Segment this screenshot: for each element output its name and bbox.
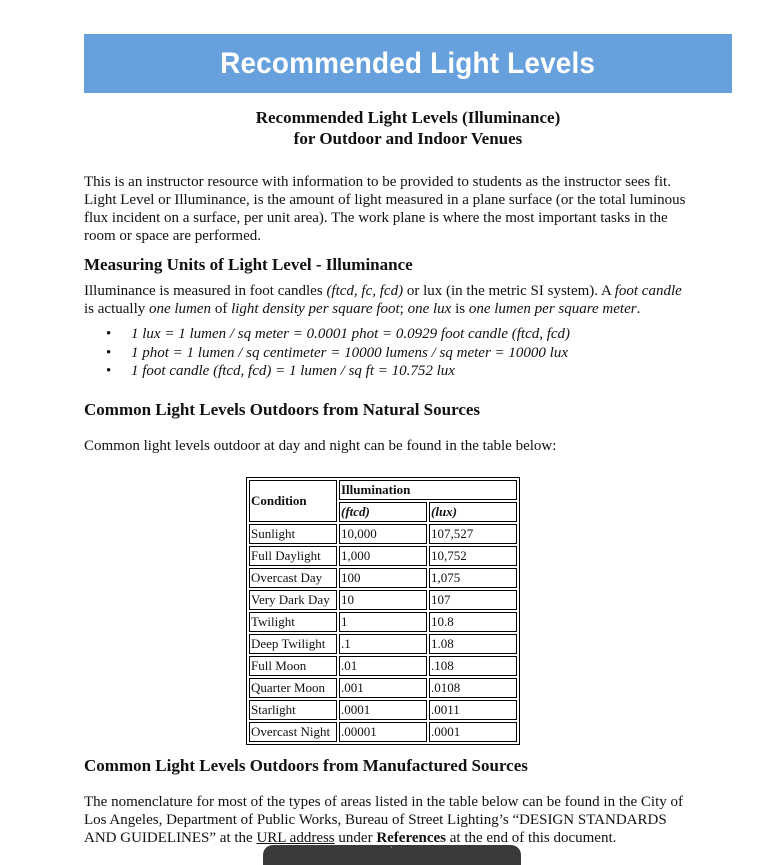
units-paragraph xyxy=(84,282,732,318)
natural-light-table xyxy=(246,477,520,745)
units-abbrev: (ftcd, fc, fcd) xyxy=(326,283,404,299)
unit-conversion-list xyxy=(84,325,570,381)
units-text: . xyxy=(636,301,641,317)
table-row xyxy=(249,656,517,676)
cell-ftcd: .00001 xyxy=(339,722,427,742)
cell-lux: 1.08 xyxy=(429,634,517,654)
cell-lux: 107 xyxy=(429,590,517,610)
bullet-icon: • xyxy=(106,326,112,342)
table-row xyxy=(249,568,517,588)
intro-line-3: flux incident on a surface, per unit area). The work plane is where the most important tasks in the xyxy=(84,210,668,226)
list-item-text: 1 phot = 1 lumen / sq centimeter = 10000 lumens / sq meter = 10000 lux xyxy=(131,344,568,361)
cell-condition: Overcast Day xyxy=(249,568,337,588)
cell-ftcd: 10,000 xyxy=(339,524,427,544)
intro-line-4: room or space are performed. xyxy=(84,228,261,244)
table-body xyxy=(249,524,517,742)
cell-ftcd: .0001 xyxy=(339,700,427,720)
table-row xyxy=(249,590,517,610)
units-term: one lumen per square meter xyxy=(468,301,637,317)
cell-ftcd: 10 xyxy=(339,590,427,610)
manufactured-line-1: The nomenclature for most of the types of areas listed in the table below can be found in the City of xyxy=(84,794,683,810)
url-link[interactable]: URL address xyxy=(256,830,335,846)
column-header-illumination: Illumination xyxy=(339,480,517,500)
cell-condition: Full Moon xyxy=(249,656,337,676)
intro-line-1: This is an instructor resource with information to be provided to students as the instructor sees fit. xyxy=(84,174,671,190)
units-text: or lux (in the metric SI system). A xyxy=(403,283,615,299)
units-text: ; xyxy=(399,301,408,317)
floating-toolbar[interactable] xyxy=(263,845,521,865)
cell-condition: Deep Twilight xyxy=(249,634,337,654)
cell-lux: 107,527 xyxy=(429,524,517,544)
list-item xyxy=(84,325,570,344)
list-item-text: 1 lux = 1 lumen / sq meter = 0.0001 phot = 0.0929 foot candle (ftcd, fcd) xyxy=(131,326,571,342)
cell-lux: 10,752 xyxy=(429,546,517,566)
cell-condition: Sunlight xyxy=(249,524,337,544)
cell-condition: Very Dark Day xyxy=(249,590,337,610)
table-row xyxy=(249,546,517,566)
cell-condition: Quarter Moon xyxy=(249,678,337,698)
table-row xyxy=(249,700,517,720)
page-title: Recommended Light Levels xyxy=(220,46,596,80)
cell-lux: 10.8 xyxy=(429,612,517,632)
natural-sources-heading: Common Light Levels Outdoors from Natural Sources xyxy=(84,400,481,419)
units-line-1 xyxy=(84,282,732,300)
units-term: light density per square foot xyxy=(231,301,400,317)
table-row xyxy=(249,634,517,654)
units-text: is xyxy=(451,301,469,317)
references-link: References xyxy=(376,830,446,846)
natural-sources-intro: Common light levels outdoor at day and night can be found in the table below: xyxy=(84,438,557,454)
cell-ftcd: 1,000 xyxy=(339,546,427,566)
manufactured-text: under xyxy=(334,830,377,846)
document-subtitle xyxy=(84,107,732,149)
title-banner xyxy=(84,34,732,93)
subtitle-line-1: Recommended Light Levels (Illuminance) xyxy=(255,108,561,127)
table-row xyxy=(249,722,517,742)
cell-lux: .0108 xyxy=(429,678,517,698)
table-row xyxy=(249,524,517,544)
units-term: one lumen xyxy=(148,301,212,317)
table-row xyxy=(249,678,517,698)
manufactured-sources-heading: Common Light Levels Outdoors from Manufactured Sources xyxy=(84,756,528,775)
column-header-lux: (lux) xyxy=(429,502,517,522)
column-header-condition: Condition xyxy=(249,480,337,522)
column-header-ftcd: (ftcd) xyxy=(339,502,427,522)
cell-condition: Starlight xyxy=(249,700,337,720)
manufactured-text: at the end of this document. xyxy=(446,830,617,846)
cell-ftcd: .01 xyxy=(339,656,427,676)
manufactured-line-2: Los Angeles, Department of Public Works, Bureau of Street Lighting’s “DESIGN STANDARDS xyxy=(84,812,667,828)
cell-ftcd: 1 xyxy=(339,612,427,632)
list-item-text: 1 foot candle (ftcd, fcd) = 1 lumen / sq ft = 10.752 lux xyxy=(131,363,455,379)
cell-condition: Twilight xyxy=(249,612,337,632)
units-term: one lux xyxy=(407,301,452,317)
subtitle-line-2: for Outdoor and Indoor Venues xyxy=(293,129,523,148)
cell-lux: .0001 xyxy=(429,722,517,742)
cell-lux: .108 xyxy=(429,656,517,676)
list-item xyxy=(84,362,570,381)
units-heading: Measuring Units of Light Level - Illuminance xyxy=(84,255,413,274)
manufactured-line-3 xyxy=(84,829,732,847)
table-row xyxy=(249,612,517,632)
units-term: foot candle xyxy=(614,283,682,299)
bullet-icon: • xyxy=(106,363,112,379)
list-item xyxy=(84,344,570,363)
cell-lux: .0011 xyxy=(429,700,517,720)
units-text: is actually xyxy=(84,301,149,317)
manufactured-text: AND GUIDELINES” at the xyxy=(84,830,257,846)
units-text: Illuminance is measured in foot candles xyxy=(84,283,327,299)
intro-line-2: Light Level or Illuminance, is the amount of light measured in a plane surface (or the total luminous xyxy=(84,192,686,208)
cell-ftcd: 100 xyxy=(339,568,427,588)
cell-lux: 1,075 xyxy=(429,568,517,588)
units-text: of xyxy=(211,301,232,317)
intro-paragraph xyxy=(84,173,732,245)
units-line-2 xyxy=(84,300,732,318)
cell-condition: Full Daylight xyxy=(249,546,337,566)
cell-ftcd: .1 xyxy=(339,634,427,654)
manufactured-sources-paragraph xyxy=(84,793,732,847)
cell-condition: Overcast Night xyxy=(249,722,337,742)
bullet-icon: • xyxy=(106,344,112,361)
cell-ftcd: .001 xyxy=(339,678,427,698)
